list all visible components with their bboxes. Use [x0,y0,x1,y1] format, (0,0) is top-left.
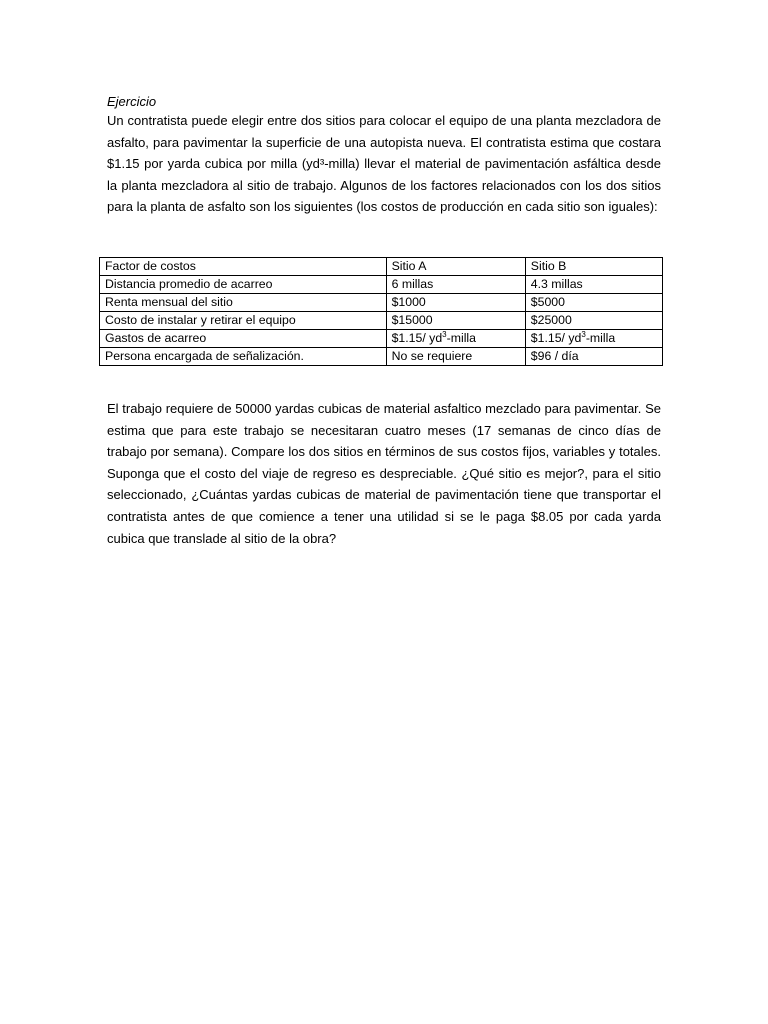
table-row [100,276,663,294]
table-row [100,348,663,366]
table-header-cell: Factor de costos [100,258,387,276]
problem-paragraph-question: El trabajo requiere de 50000 yardas cubicas de material asfaltico mezclado para pavimentar. Se estima que para este trabajo se necesitaran cuatro meses (17 semanas de cinco días de trabajo por semana). Compare los dos sitios en términos de sus costos fijos, variables y totales. Suponga que el costo del viaje de regreso es despreciable. ¿Qué sitio es mejor?, para el sitio seleccionado, ¿Cuántas yardas cubicas de material de pavimentación tiene que transportar el contratista antes de que comience a tener una utilidad si se le paga $8.05 por cada yarda cubica que translade al sitio de la obra? [107,401,661,546]
problem-paragraph-intro: Un contratista puede elegir entre dos sitios para colocar el equipo de una planta mezcladora de asfalto, para pavimentar la superficie de una autopista nueva. El contratista estima que costara $1.15 por yarda cubica por milla (yd³-milla) llevar el material de pavimentación asfáltica desde la planta mezcladora al sitio de trabajo. Algunos de los factores relacionados con los dos sitios para la planta de asfalto son los siguientes (los costos de producción en cada sitio son iguales): [107,113,661,215]
cost-factors-table [99,257,663,366]
table-cell: $1000 [386,294,525,312]
table-cell: $5000 [525,294,662,312]
table-cell: Costo de instalar y retirar el equipo [100,312,387,330]
table-cell: Persona encargada de señalización. [100,348,387,366]
table-row [100,330,663,348]
table-cell: $96 / día [525,348,662,366]
table-cell: 4.3 millas [525,276,662,294]
table-header-row [100,258,663,276]
table-cell: Gastos de acarreo [100,330,387,348]
table-row [100,312,663,330]
table-cell: Renta mensual del sitio [100,294,387,312]
table-cell: Distancia promedio de acarreo [100,276,387,294]
table-row [100,294,663,312]
table-cell: $15000 [386,312,525,330]
table-cell: No se requiere [386,348,525,366]
table-cell: $25000 [525,312,662,330]
table-cell: $1.15/ $yd^3$-milla [386,330,525,348]
table-cell: 6 millas [386,276,525,294]
table-header-cell: Sitio B [525,258,662,276]
table-header-cell: Sitio A [386,258,525,276]
table-cell: $1.15/ $yd^3$-milla [525,330,662,348]
exercise-heading: Ejercicio [107,94,157,109]
